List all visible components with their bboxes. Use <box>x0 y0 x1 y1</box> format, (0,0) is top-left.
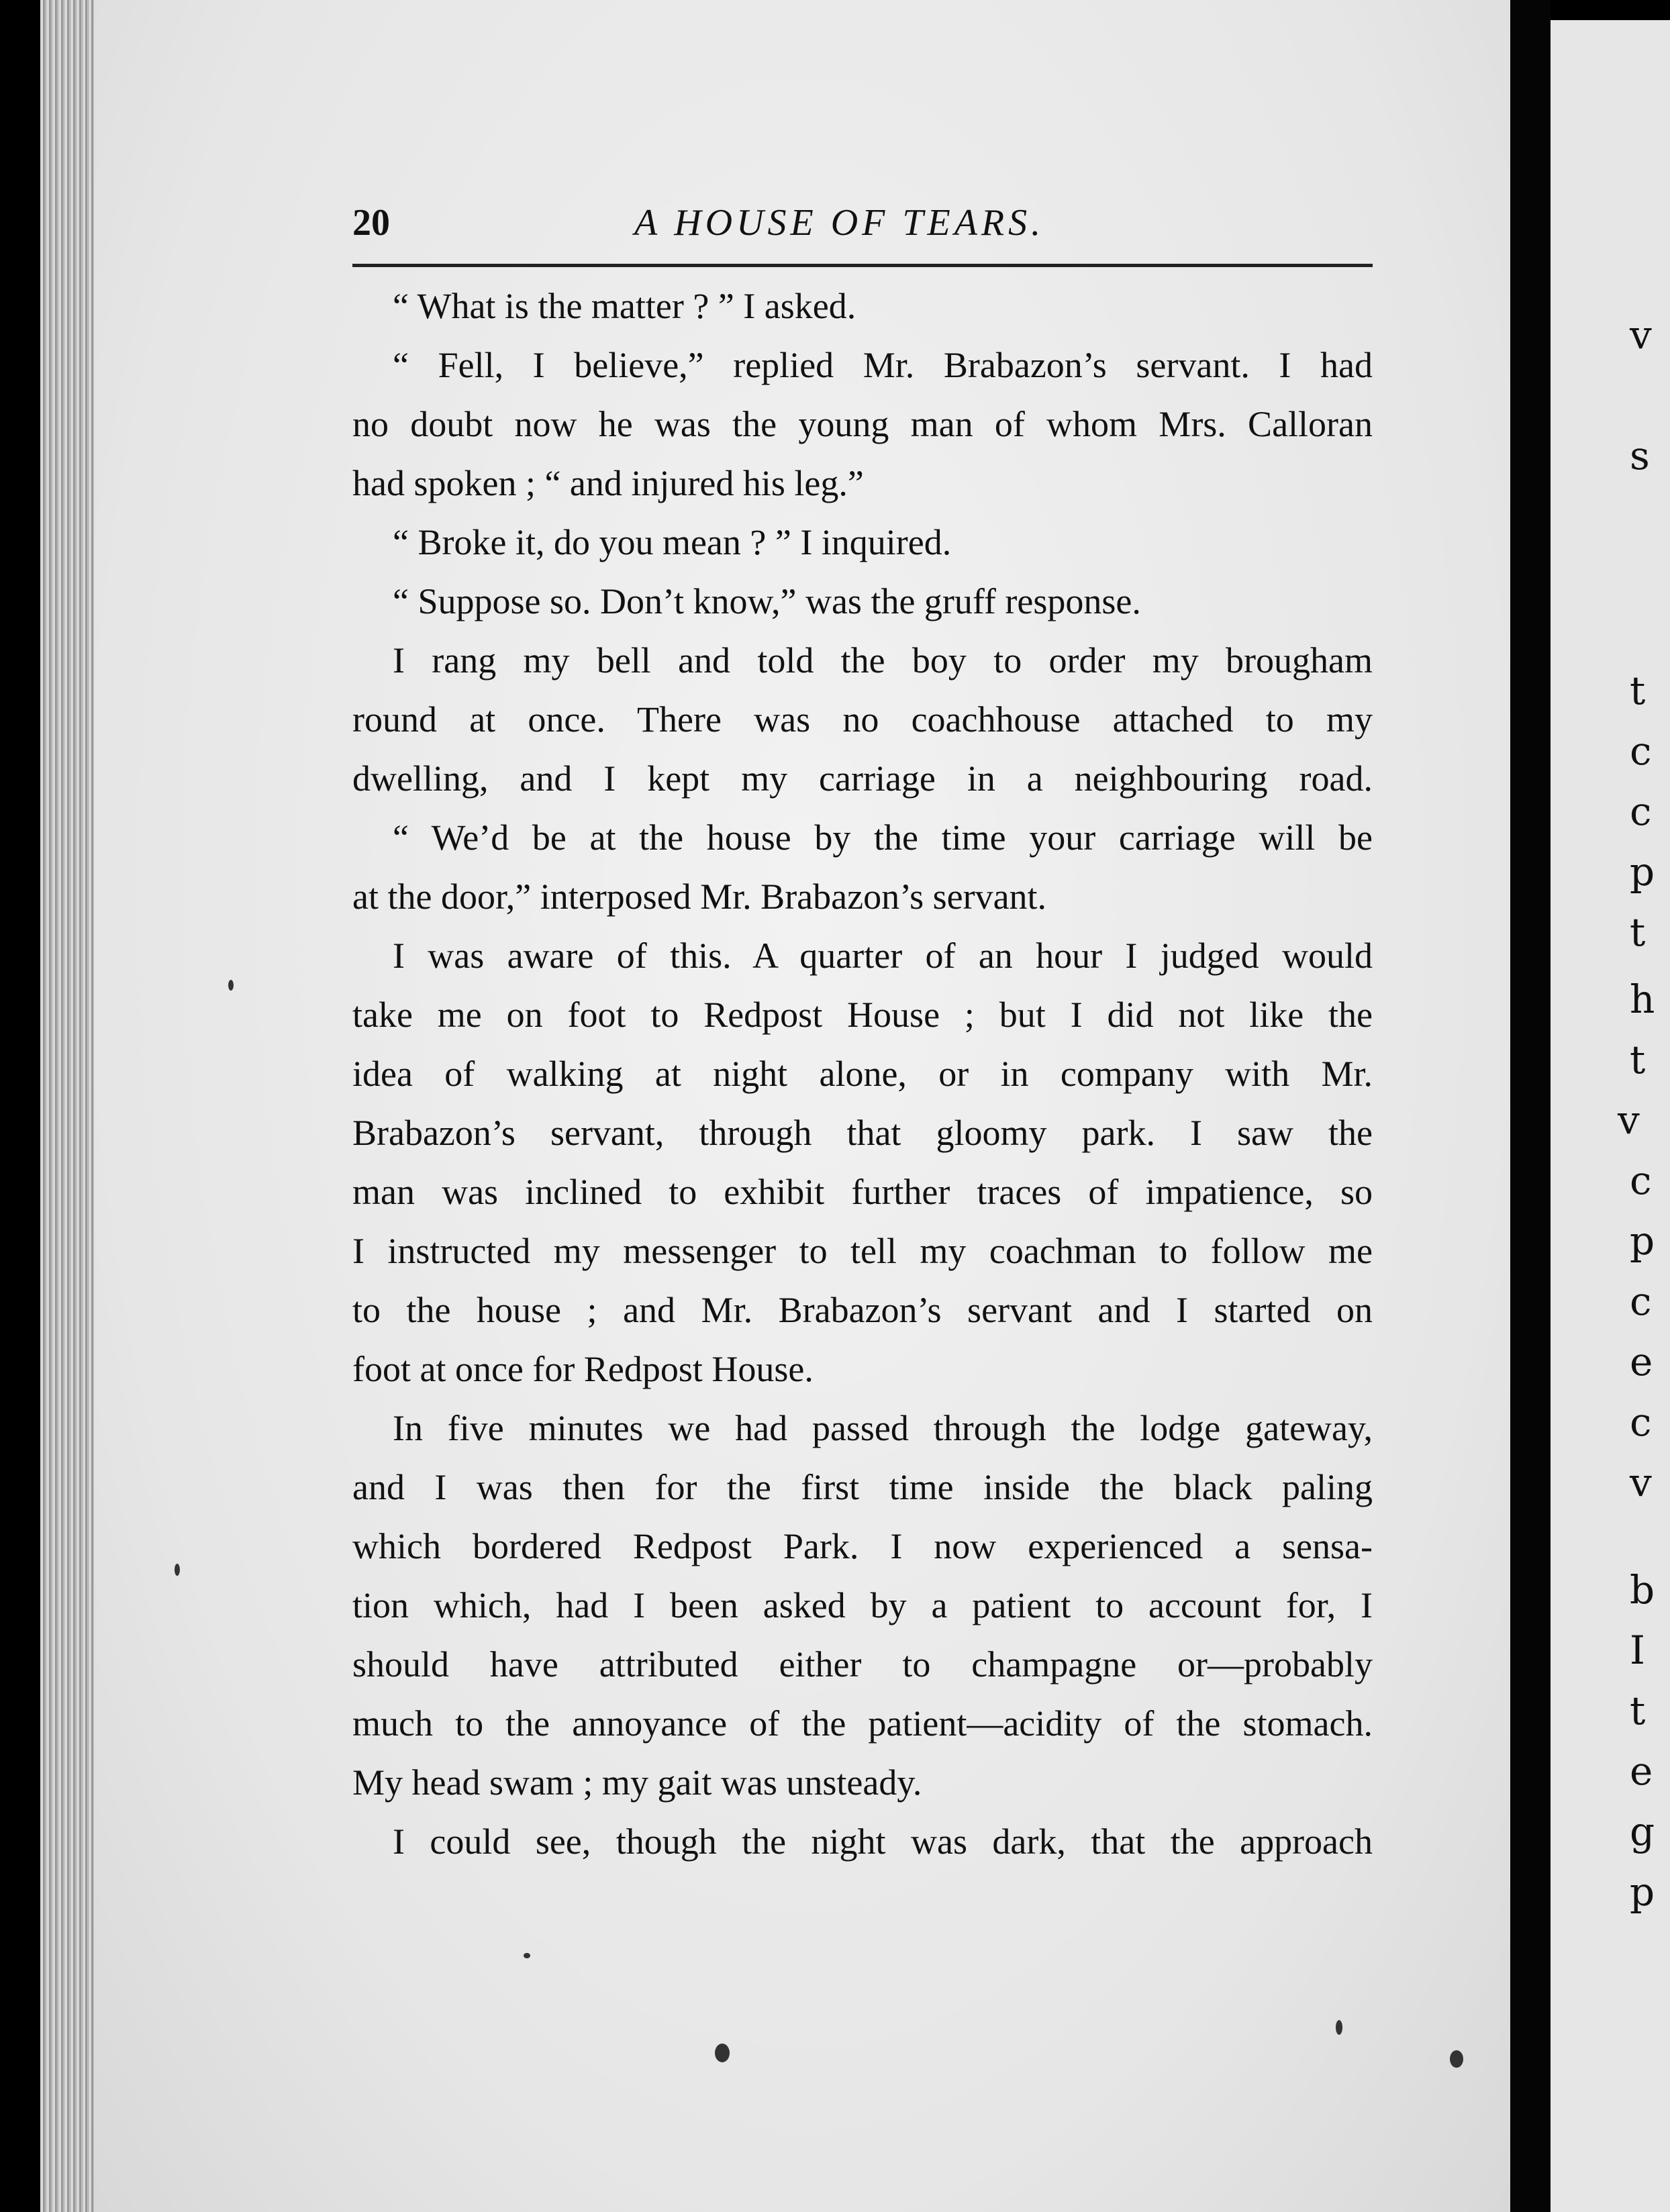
scan-speck <box>524 1953 530 1958</box>
text-line: “ Suppose so. Don’t know,” was the gruff response. <box>393 581 1141 621</box>
text-line: I was aware of this. A quarter of an hour I judged would <box>393 936 1373 976</box>
text-line: My head swam ; my gait was unsteady. <box>352 1762 922 1803</box>
facing-page-letter: I <box>1630 1627 1645 1673</box>
facing-page-letter: c <box>1630 789 1652 834</box>
facing-page-letter: t <box>1630 1688 1646 1733</box>
facing-page-letter: h <box>1630 976 1655 1022</box>
text-line: I could see, though the night was dark, that the approach <box>393 1821 1373 1862</box>
text-line: idea of walking at night alone, or in company with Mr. <box>352 1054 1373 1094</box>
facing-page-letter: b <box>1630 1567 1655 1613</box>
facing-page-letter: v <box>1630 1460 1652 1505</box>
facing-page-letter: c <box>1630 1278 1652 1324</box>
text-line: take me on foot to Redpost House ; but I did not like the <box>352 995 1373 1035</box>
text-line: to the house ; and Mr. Brabazon’s servant and I started on <box>352 1290 1373 1330</box>
page-gutter <box>1510 0 1551 2212</box>
facing-page-letter: p <box>1630 1218 1655 1264</box>
text-line: “ Fell, I believe,” replied Mr. Brabazon’s servant. I had <box>393 345 1373 385</box>
text-line: and I was then for the first time inside the black paling <box>352 1467 1373 1507</box>
text-line: should have attributed either to champagne or—probably <box>352 1644 1373 1685</box>
facing-page-letter: v <box>1630 312 1652 358</box>
header-rule <box>352 264 1373 267</box>
running-head <box>352 195 1386 255</box>
page-stack-edges <box>40 0 94 2212</box>
text-line: which bordered Redpost Park. I now experienced a sensa- <box>352 1526 1373 1566</box>
text-line: had spoken ; “ and injured his leg.” <box>352 463 864 503</box>
scan-speck <box>228 980 234 991</box>
facing-page-letter: c <box>1630 728 1652 774</box>
facing-page-edge <box>1551 20 1670 2212</box>
facing-page-letter: s <box>1630 433 1650 479</box>
text-line: foot at once for Redpost House. <box>352 1349 814 1389</box>
facing-page-letter: t <box>1630 1037 1646 1083</box>
facing-page-letter: g <box>1630 1809 1655 1854</box>
running-title: A HOUSE OF TEARS. <box>634 202 1045 244</box>
scan-speck <box>1450 2050 1463 2068</box>
scan-speck <box>175 1564 180 1576</box>
page-number: 20 <box>352 202 390 244</box>
scan-speck <box>715 2044 730 2062</box>
facing-page-letter: e <box>1630 1748 1653 1794</box>
facing-page-letter: t <box>1630 909 1646 955</box>
facing-page-letter: t <box>1630 668 1646 713</box>
scan-speck <box>1336 2020 1342 2035</box>
text-line: much to the annoyance of the patient—acidity of the stomach. <box>352 1703 1373 1744</box>
text-line: man was inclined to exhibit further traces of impatience, so <box>352 1172 1373 1212</box>
text-line: I instructed my messenger to tell my coachman to follow me <box>352 1231 1373 1271</box>
text-line: In five minutes we had passed through the lodge gateway, <box>393 1408 1373 1448</box>
text-line: Brabazon’s servant, through that gloomy park. I saw the <box>352 1113 1373 1153</box>
text-line: round at once. There was no coachhouse attached to my <box>352 699 1373 740</box>
text-line: “ What is the matter ? ” I asked. <box>393 286 856 326</box>
facing-page-letter: c <box>1630 1399 1652 1445</box>
facing-page-letter: c <box>1630 1158 1652 1203</box>
text-line: no doubt now he was the young man of whom Mrs. Calloran <box>352 404 1373 444</box>
facing-page-letter: v <box>1618 1097 1640 1143</box>
facing-page-letter: p <box>1630 849 1655 895</box>
text-line: I rang my bell and told the boy to order my brougham <box>393 640 1373 681</box>
text-line: “ Broke it, do you mean ? ” I inquired. <box>393 522 952 562</box>
facing-page-letter: p <box>1630 1869 1655 1915</box>
text-line: dwelling, and I kept my carriage in a neighbouring road. <box>352 758 1373 799</box>
text-line: “ We’d be at the house by the time your carriage will be <box>393 817 1373 858</box>
facing-page-letter: e <box>1630 1339 1653 1385</box>
text-line: at the door,” interposed Mr. Brabazon’s servant. <box>352 876 1047 917</box>
text-line: tion which, had I been asked by a patient to account for, I <box>352 1585 1373 1625</box>
